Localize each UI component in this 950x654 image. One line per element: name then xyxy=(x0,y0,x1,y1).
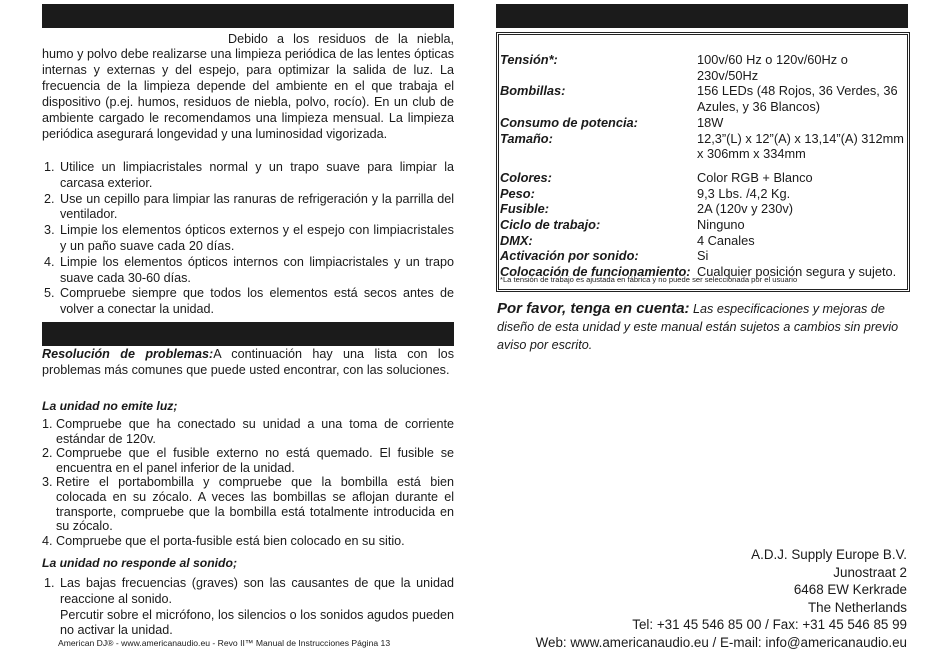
spec-label: Peso: xyxy=(500,185,535,201)
address-line: Junostraat 2 xyxy=(833,564,907,580)
troubleshooting-header-bar xyxy=(42,322,454,346)
no-sound-item-text: Las bajas frecuencias (graves) son las causantes de que la unidad reaccione al sonido. xyxy=(60,576,454,606)
no-sound-list xyxy=(44,576,454,639)
spec-label: DMX: xyxy=(500,232,533,248)
cleaning-steps-list xyxy=(44,160,454,318)
specs-header-bar xyxy=(496,4,908,28)
spec-value: Cualquier posición segura y sujeto. xyxy=(697,264,897,280)
cleaning-step-text: Limpie los elementos ópticos externos y el espejo con limpiacristales y un paño suave cada 20 días. xyxy=(60,223,454,253)
page-footer: American DJ® - www.americanaudio.eu - Revo II™ Manual de Instrucciones Página 13 xyxy=(58,638,391,648)
table-row xyxy=(500,233,904,249)
table-row xyxy=(500,217,904,233)
cleaning-header-bar xyxy=(42,4,454,28)
company-address xyxy=(536,546,907,652)
cleaning-step-text: Limpie los elementos ópticos internos con limpiacristales y un trapo suave cada 30-60 días. xyxy=(60,254,454,285)
spec-value: 9,3 Lbs. /4,2 Kg. xyxy=(697,185,791,201)
list-item: 1. Las bajas frecuencias (graves) son las causantes de que la unidad reaccione al sonido. xyxy=(44,576,454,606)
cleaning-intro-first-line: Debido a los residuos de la niebla, xyxy=(228,32,454,46)
notice-lead: Por favor, tenga en cuenta: xyxy=(497,300,690,317)
no-light-item-text: Compruebe que ha conectado su unidad a una toma de corriente estándar de 120v. xyxy=(56,417,454,446)
no-light-item-text: Compruebe que el porta-fusible está bien colocado en su sitio. xyxy=(56,533,405,548)
cleaning-intro-paragraph: humo y polvo debe realizarse una limpieza periódica de las lentes ópticas internas y externas y del espejo, para optimizar la salida de luz. La frecuencia de la limpieza depende del ambiente en el que trabaja el dispositivo (p.ej. humos, residuos de niebla, polvo, rocío). En un club de ambiente cargado le recomendamos una limpieza mensual. La limpieza periódica asegurará longevidad y una luminosidad vigorizada. xyxy=(42,47,454,141)
spec-label: Fusible: xyxy=(500,201,550,217)
spec-label: Colocación de funcionamiento: xyxy=(500,264,691,280)
notice-paragraph xyxy=(497,300,911,354)
cleaning-step-text: Use un cepillo para limpiar las ranuras de refrigeración y la parrilla del ventilador. xyxy=(60,191,454,222)
list-item: 2. Use un cepillo para limpiar las ranuras de refrigeración y la parrilla del ventilador. xyxy=(44,191,454,222)
spec-value: 4 Canales xyxy=(697,232,755,248)
address-line: Web: www.americanaudio.eu / E-mail: info@americanaudio.eu xyxy=(535,634,907,650)
no-sound-item-text: Percutir sobre el micrófono, los silencios o los sonidos agudos pueden no activar la unidad. xyxy=(60,607,454,638)
spec-label: Consumo de potencia: xyxy=(500,114,638,130)
list-item: 1. Utilice un limpiacristales normal y un trapo suave para limpiar la carcasa exterior. xyxy=(44,160,454,190)
table-row xyxy=(500,248,904,264)
spec-value: Si xyxy=(697,248,709,264)
no-light-title: La unidad no emite luz; xyxy=(42,399,178,413)
table-row xyxy=(500,201,904,217)
address-line: A.D.J. Supply Europe B.V. xyxy=(751,547,907,562)
table-row xyxy=(500,162,904,186)
spec-value: 156 LEDs (48 Rojos, 36 Verdes, 36 Azules, y 36 Blancos) xyxy=(697,83,898,115)
cleaning-step-text: Compruebe siempre que todos los elementos está secos antes de volver a conectar la unidad. xyxy=(60,286,454,317)
no-light-list xyxy=(42,417,454,548)
list-item: 2. Compruebe que el fusible externo no está quemado. El fusible se encuentra en el panel inferior de la unidad. xyxy=(42,446,454,475)
list-item: 4. Limpie los elementos ópticos internos con limpiacristales y un trapo suave cada 30-60 días. xyxy=(44,254,454,285)
no-light-item-text: Compruebe que el fusible externo no está quemado. El fusible se encuentra en el panel inferior de la unidad. xyxy=(56,446,454,475)
no-light-item-text: Retire el portabombilla y compruebe que la bombilla está bien colocada en su zócalo. A veces las bombillas se aflojan durante el transporte, compruebe que la bombilla está totalmente introducida en su zócalo. xyxy=(56,475,454,534)
list-item: 1. Compruebe que ha conectado su unidad a una toma de corriente estándar de 120v. xyxy=(42,417,454,446)
address-line: The Netherlands xyxy=(808,599,907,615)
list-item: 4. Compruebe que el porta-fusible está bien colocado en su sitio. xyxy=(42,533,405,548)
troubleshooting-intro-text: A continuación hay una lista con los problemas más comunes que puede usted encontrar, con las soluciones. xyxy=(42,347,454,377)
table-row xyxy=(500,131,904,162)
troubleshooting-intro-label: Resolución de problemas: xyxy=(42,347,214,361)
cleaning-step-text: Utilice un limpiacristales normal y un trapo suave para limpiar la carcasa exterior. xyxy=(60,160,454,190)
table-row xyxy=(500,83,904,114)
specs-table xyxy=(500,52,904,280)
spec-value: 12,3”(L) x 12”(A) x 13,14”(A) 312mm x 306mm x 334mm xyxy=(697,130,904,162)
notice-text: Las especificaciones y mejoras de diseño de esta unidad y este manual están sujetos a cambios sin previo aviso por escrito. xyxy=(497,302,899,352)
list-item xyxy=(44,608,454,640)
list-item: 3. Limpie los elementos ópticos externos y el espejo con limpiacristales y un paño suave cada 20 días. xyxy=(44,223,454,253)
spec-value: 2A (120v y 230v) xyxy=(697,201,794,217)
spec-value: Ninguno xyxy=(697,217,745,233)
spec-label: Colores: xyxy=(500,169,552,185)
list-item: 3. Retire el portabombilla y compruebe que la bombilla está bien colocada en su zócalo. A veces las bombillas se aflojan durante el transporte, compruebe que la bombilla está totalmente introducida en su zócalo. xyxy=(42,475,454,534)
spec-label: Bombillas: xyxy=(500,83,566,99)
spec-value: Color RGB + Blanco xyxy=(697,169,813,185)
troubleshooting-intro xyxy=(42,346,454,378)
spec-label: Ciclo de trabajo: xyxy=(500,217,601,233)
spec-value: 18W xyxy=(697,114,724,130)
table-row xyxy=(500,186,904,202)
address-line: Tel: +31 45 546 85 00 / Fax: +31 45 546 85 99 xyxy=(632,617,907,633)
list-item: 5. Compruebe siempre que todos los elementos está secos antes de volver a conectar la unidad. xyxy=(44,286,454,317)
spec-label: Activación por sonido: xyxy=(500,248,639,264)
no-sound-title: La unidad no responde al sonido; xyxy=(42,556,238,570)
spec-label: Tamaño: xyxy=(500,130,553,146)
spec-label: Tensión*: xyxy=(500,52,558,67)
address-line: 6468 EW Kerkrade xyxy=(793,582,907,598)
table-row xyxy=(500,52,904,83)
specs-footnote: *La tensión de trabajo es ajustada en fábrica y no puede ser seleccionada por el usuario xyxy=(500,275,798,284)
table-row xyxy=(500,115,904,131)
spec-value: 100v/60 Hz o 120v/60Hz o 230v/50Hz xyxy=(697,52,848,83)
